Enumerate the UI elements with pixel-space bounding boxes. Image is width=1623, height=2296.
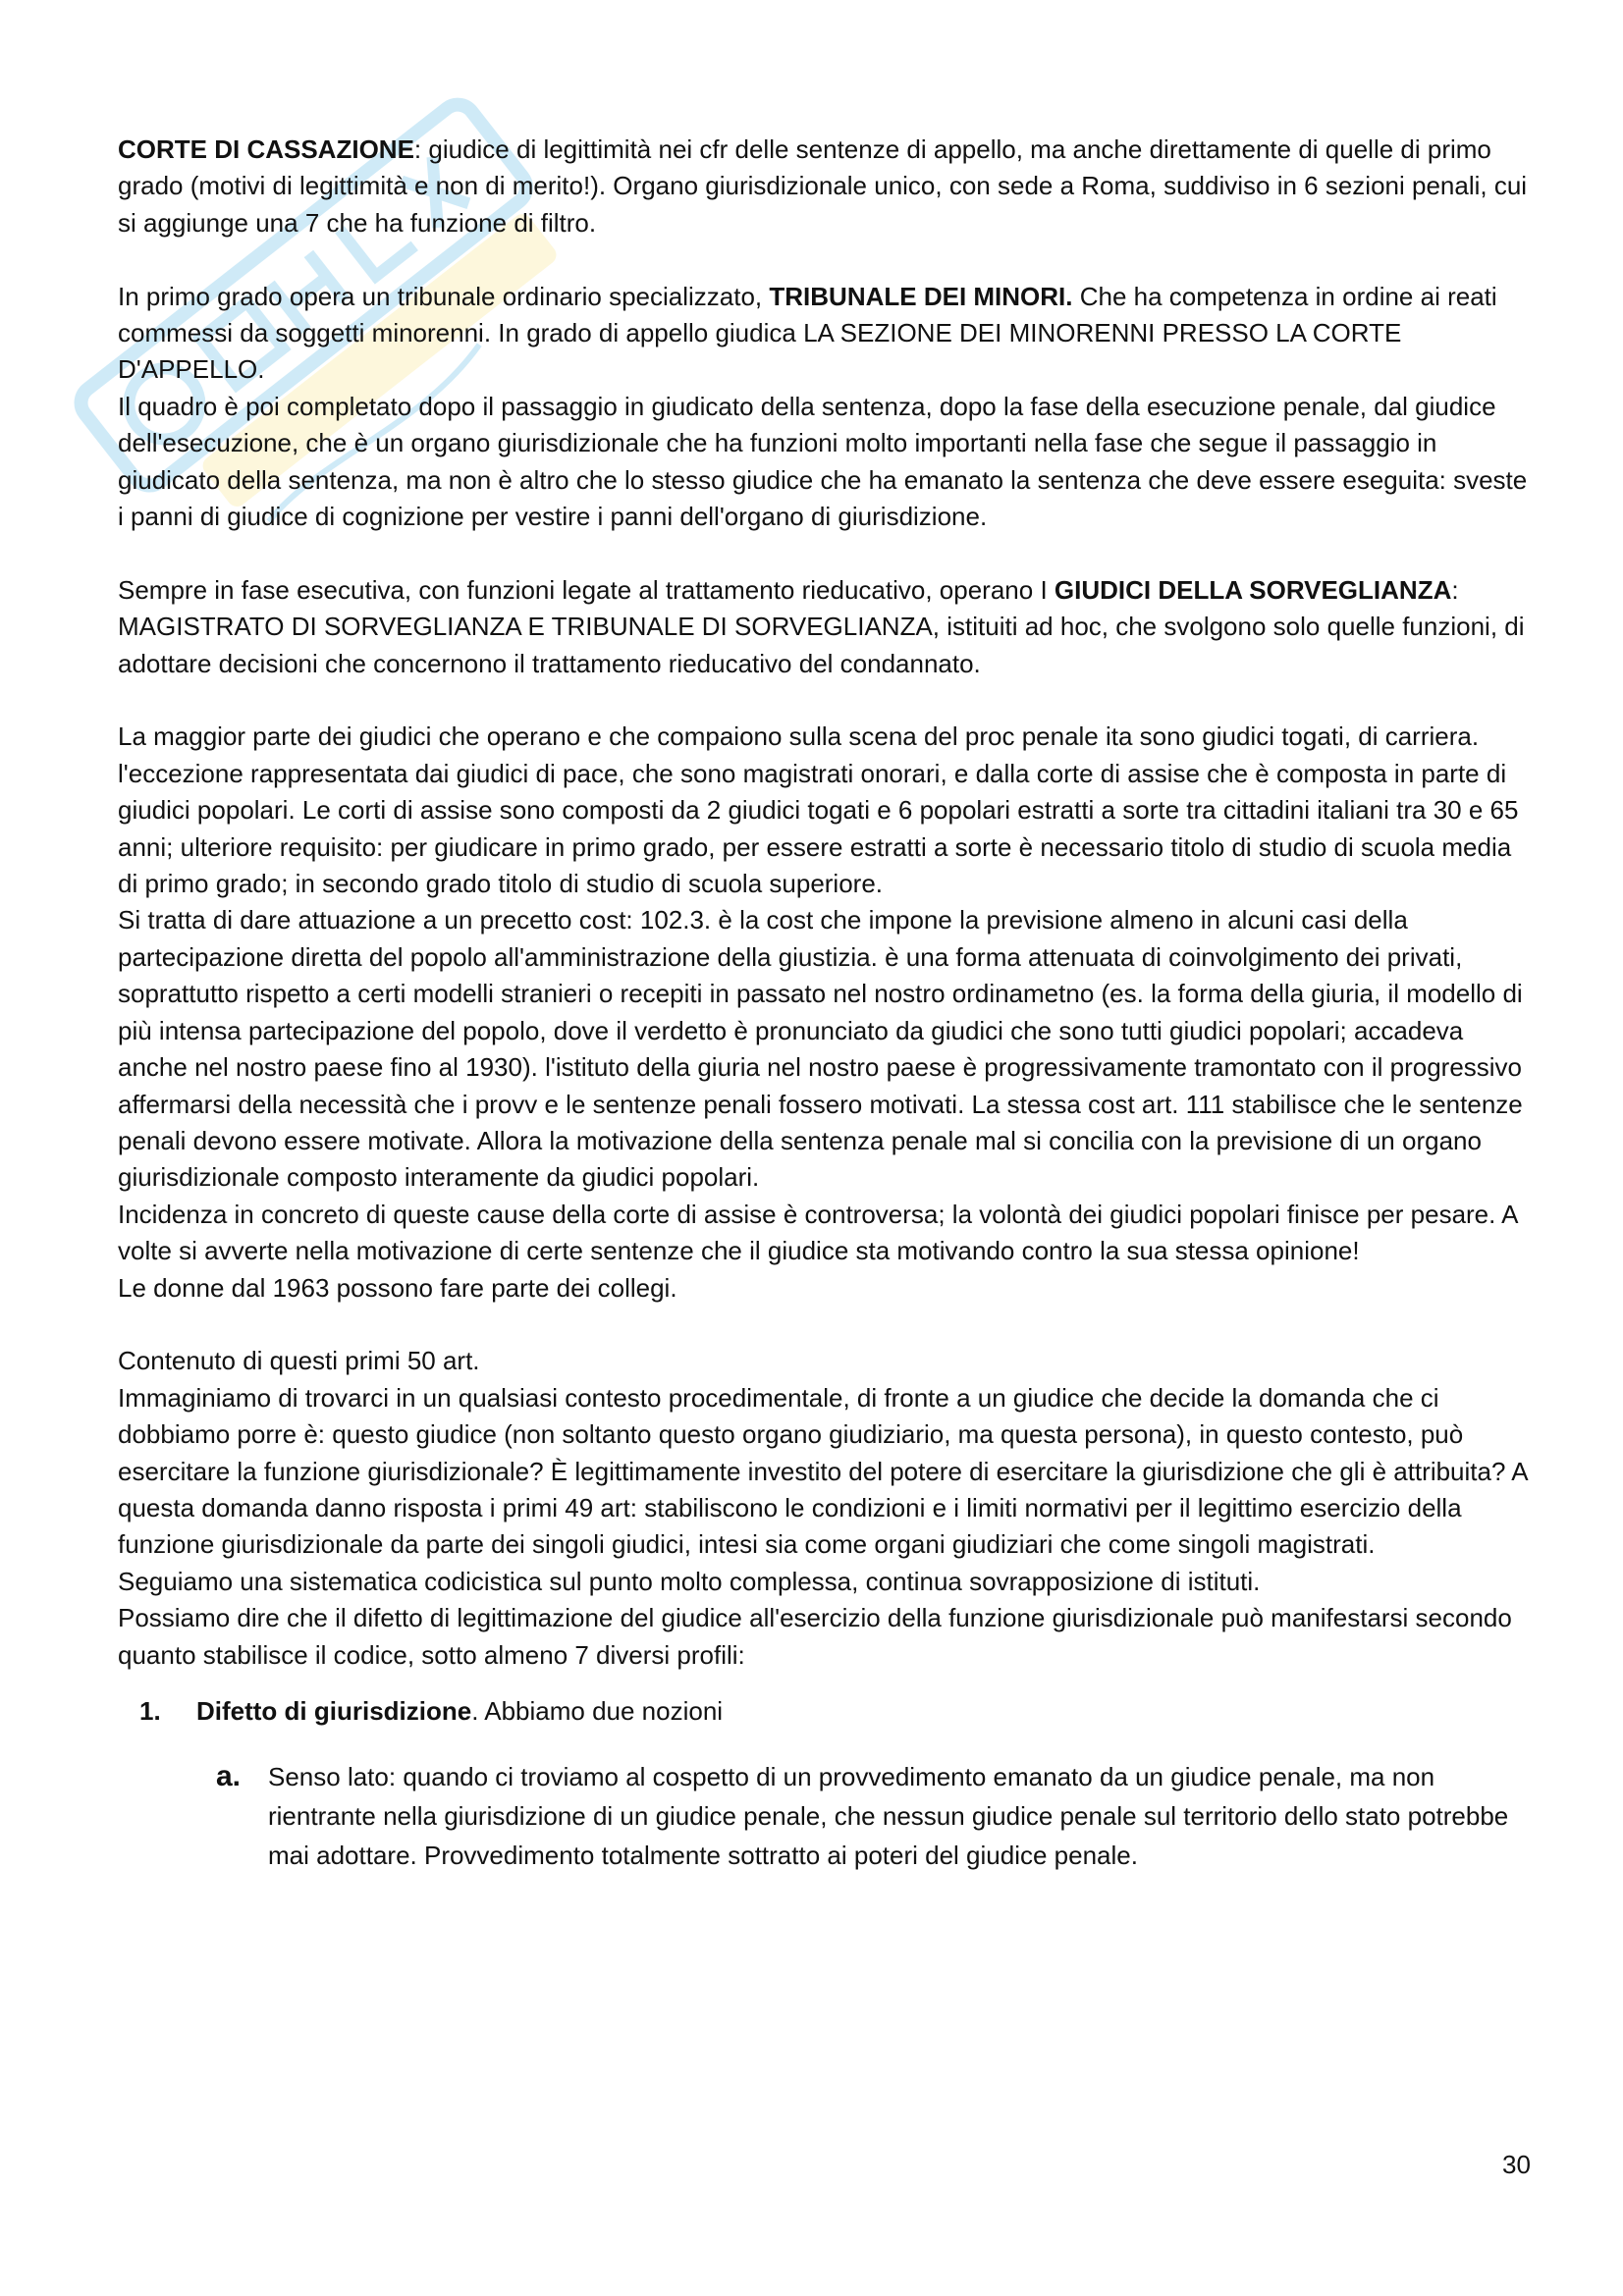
list-item-heading: Difetto di giurisdizione bbox=[196, 1696, 472, 1726]
paragraph-difetto-legittimazione: Possiamo dire che il difetto di legittimazione del giudice all'esercizio della funzione giurisdizionale può manifestarsi secondo quanto stabilisce il codice, sotto almeno 7 diversi profili: bbox=[118, 1603, 1512, 1670]
document-body bbox=[118, 132, 1532, 1875]
sub-list-letter: a. bbox=[216, 1760, 242, 1793]
paragraph-sorveglianza bbox=[118, 572, 1532, 682]
paragraph-contenuto: Contenuto di questi primi 50 art. bbox=[118, 1346, 480, 1376]
paragraph-tribunale-minori bbox=[118, 279, 1532, 389]
paragraph-text: Sempre in fase esecutiva, con funzioni legate al trattamento rieducativo, operano I bbox=[118, 574, 1055, 605]
heading-tribunale-minori: TRIBUNALE DEI MINORI. bbox=[769, 281, 1073, 311]
heading-giudici-sorveglianza: GIUDICI DELLA SORVEGLIANZA bbox=[1054, 574, 1452, 605]
list-number: 1. bbox=[139, 1696, 161, 1726]
paragraph-text: : MAGISTRATO DI SORVEGLIANZA E TRIBUNALE DI SORVEGLIANZA, istituiti ad hoc, che svolgono solo quelle funzioni, di adottare decisioni che concernono il trattamento rieducativo del condannato. bbox=[118, 574, 1525, 678]
sub-list-item bbox=[118, 1757, 1532, 1875]
paragraph-precetto-cost: Si tratta di dare attuazione a un precetto cost: 102.3. è la cost che impone la previsione almeno in alcuni casi della partecipazione diretta del popolo all'amministrazione della giustizia. è una forma attenuata di coinvolgimento dei privati, soprattutto rispetto a certi modelli stranieri o recepiti in passato nel nostro ordinametno (es. la forma della giuria, il modello di più intensa partecipazione del popolo, dove il verdetto è pronunciato da giudici che sono tutti giudici popolari; accadeva anche nel nostro paese fino al 1930). l'istituto della giuria nel nostro paese è progressivamente tramontato con il progressivo affermarsi della necessità che i provv e le sentenze penali fossero motivati. La stessa cost art. 111 stabilisce che le sentenze penali devono essere motivate. Allora la motivazione della sentenza penale mal si concilia con la previsione di un organo giurisdizionale composto interamente da giudici popolari. bbox=[118, 905, 1523, 1193]
paragraph-donne: Le donne dal 1963 possono fare parte dei collegi. bbox=[118, 1272, 677, 1303]
paragraph-giudici-togati: La maggior parte dei giudici che operano e che compaiono sulla scena del proc penale ita sono giudici togati, di carriera. l'eccezione rappresentata dai giudici di pace, che sono magistrati onorari, e dalla corte di assise che è composta in parte di giudici popolari. Le corti di assise sono composti da 2 giudici togati e 6 popolari estratti a sorte tra cittadini italiani tra 30 e 65 anni; ulteriore requisito: per giudicare in primo grado, per essere estratti a sorte è necessario titolo di studio di scuola media di primo grado; in secondo grado titolo di studio di scuola superiore. bbox=[118, 721, 1519, 899]
paragraph-text: In primo grado opera un tribunale ordinario specializzato, bbox=[118, 281, 770, 311]
list-item bbox=[118, 1693, 1532, 1730]
paragraph-giudice-esecuzione: Il quadro è poi completato dopo il passaggio in giudicato della sentenza, dopo la fase della esecuzione penale, dal giudice dell'esecuzione, che è un organo giurisdizionale che ha funzioni molto importanti nella fase che segue il passaggio in giudicato della sentenza, ma non è altro che lo stesso giudice che ha emanato la sentenza che deve essere eseguita: sveste i panni di giudice di cognizione per vestire i panni dell'organo di giurisdizione. bbox=[118, 391, 1528, 532]
paragraph-immaginiamo: Immaginiamo di trovarci in un qualsiasi contesto procedimentale, di fronte a un giudice che decide la domanda che ci dobbiamo porre è: questo giudice (non soltanto questo organo giudiziario, ma questa persona), in questo contesto, può esercitare la funzione giurisdizionale? È legittimamente investito del potere di esercitare la giurisdizione che gli è attribuita? A questa domanda danno risposta i primi 49 art: stabiliscono le condizioni e i limiti normativi per il legittimo esercizio della funzione giurisdizionale da parte dei singoli giudici, intesi sia come organi giudiziari che come singoli magistrati. bbox=[118, 1382, 1528, 1560]
sub-list-item-text: Senso lato: quando ci troviamo al cospetto di un provvedimento emanato da un giudice penale, ma non rientrante nella giurisdizione di un giudice penale, che nessun giudice penale sul territorio dello stato potrebbe mai adottare. Provvedimento totalmente sottratto ai poteri del giudice penale. bbox=[268, 1762, 1509, 1871]
page-number: 30 bbox=[1502, 2150, 1531, 2179]
paragraph-text: Che ha competenza in ordine ai reati commessi da soggetti minorenni. In grado di appello giudica LA SEZIONE DEI MINORENNI PRESSO LA CORTE D'APPELLO. bbox=[118, 281, 1497, 385]
paragraph-incidenza: Incidenza in concreto di queste cause della corte di assise è controversa; la volontà dei giudici popolari finisce per pesare. A volte si avverte nella motivazione di certe sentenze che il giudice sta motivando contro la sua stessa opinione! bbox=[118, 1199, 1518, 1266]
paragraph-sistematica: Seguiamo una sistematica codicistica sul punto molto complessa, continua sovrapposizione di istituti. bbox=[118, 1566, 1261, 1596]
list-item-text: . Abbiamo due nozioni bbox=[471, 1696, 724, 1726]
heading-corte-cassazione: CORTE DI CASSAZIONE bbox=[118, 134, 414, 164]
paragraph-corte-cassazione bbox=[118, 132, 1532, 241]
paragraph-text: : giudice di legittimità nei cfr delle sentenze di appello, ma anche direttamente di quelle di primo grado (motivi di legittimità e non di merito!). Organo giurisdizionale unico, con sede a Roma, suddiviso in 6 sezioni penali, cui si aggiunge una 7 che ha funzione di filtro. bbox=[118, 134, 1528, 238]
